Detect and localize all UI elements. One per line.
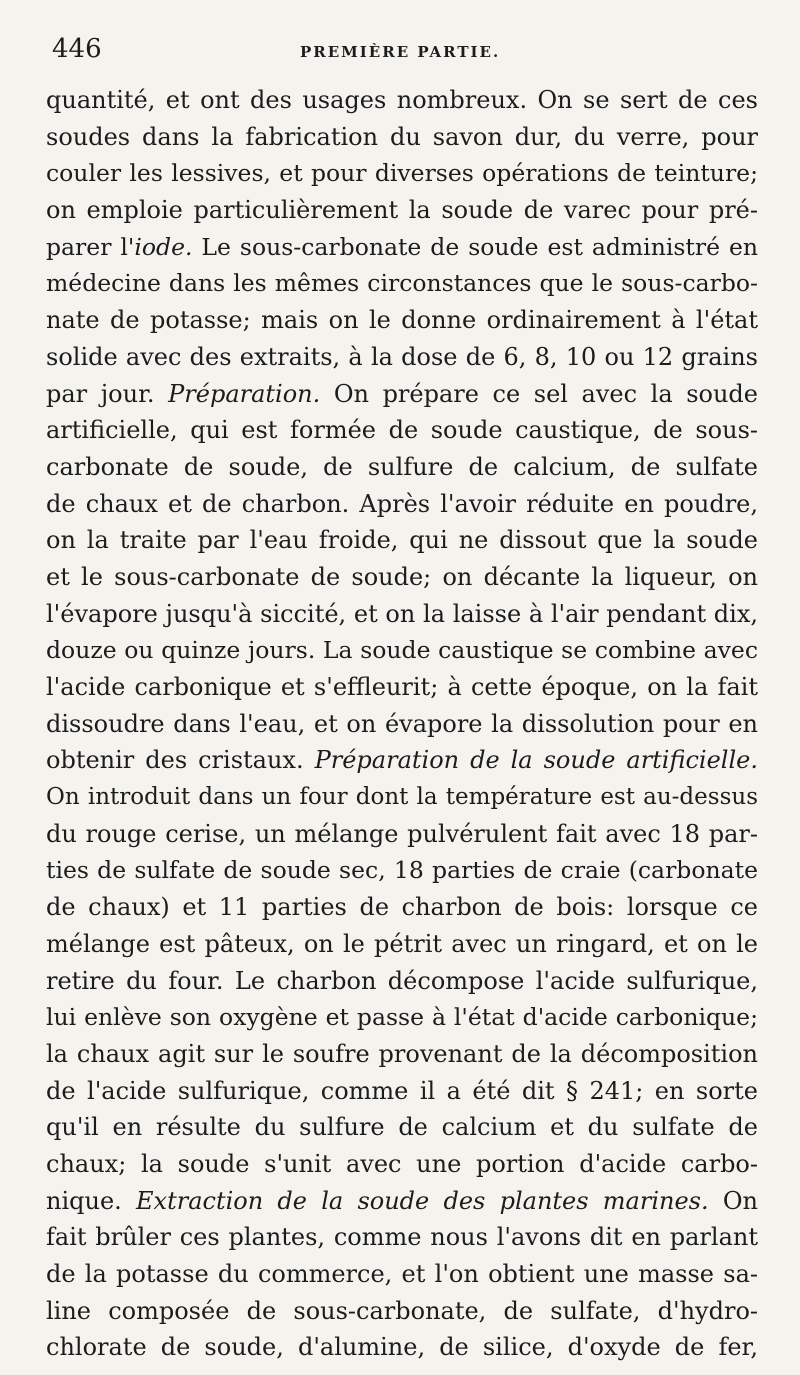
text-line	[46, 302, 758, 339]
text-segment: chlorate de soude, d'alumine, de silice, d'oxyde de fer,	[46, 1333, 758, 1362]
text-segment: solide avec des extraits, à la dose de 6, 8, 10 ou 12 grains	[46, 342, 758, 371]
page-number: 446	[52, 34, 102, 64]
text-segment: l'acide carbonique et s'effleurit; à cette époque, on la fait	[46, 673, 758, 701]
text-segment: parer l'	[46, 232, 135, 261]
text-line	[46, 963, 758, 1000]
text-line	[46, 742, 758, 779]
text-line	[46, 1109, 758, 1146]
text-line	[46, 559, 758, 596]
text-segment: on emploie particulièrement la soude de varec pour pré-	[46, 196, 758, 225]
text-line	[46, 229, 758, 266]
text-segment: l'évapore jusqu'à siccité, et on la laisse à l'air pendant dix,	[46, 599, 758, 628]
text-segment: line composée de sous-carbonate, de sulfate, d'hydro-	[46, 1296, 758, 1325]
text-segment: de chaux et de charbon. Après l'avoir réduite en poudre,	[46, 489, 758, 518]
text-line	[46, 926, 758, 963]
text-line	[46, 1073, 758, 1110]
text-segment: par jour.	[46, 379, 169, 408]
text-segment: nique.	[46, 1186, 137, 1215]
text-segment: et le sous-carbonate de soude; on décante la liqueur, on	[46, 562, 758, 591]
text-segment: On	[708, 1186, 758, 1215]
text-segment: Le sous-carbonate de soude est administré en	[192, 232, 758, 261]
text-line	[46, 632, 758, 669]
text-line	[46, 412, 758, 449]
italic-text: Préparation.	[168, 379, 321, 408]
text-segment: On introduit dans un four dont la température est au-dessus	[46, 784, 758, 811]
text-line	[46, 889, 758, 926]
text-segment: quantité, et ont des usages nombreux. On se sert de ces	[46, 86, 758, 114]
text-segment: qu'il en résulte du sulfure de calcium et du sulfate de	[46, 1113, 758, 1142]
text-segment: chaux; la soude s'unit avec une portion d'acide carbo-	[46, 1149, 758, 1178]
text-segment: de la potasse du commerce, et l'on obtient une masse sa-	[46, 1260, 758, 1288]
text-line	[46, 155, 758, 192]
text-segment: carbonate de soude, de sulfure de calcium, de sulfate	[46, 452, 758, 481]
text-segment: de l'acide sulfurique, comme il a été dit § 241; en sorte	[46, 1076, 758, 1105]
text-line	[46, 669, 758, 706]
text-line	[46, 265, 758, 302]
text-line	[46, 1146, 758, 1183]
text-segment: mélange est pâteux, on le pétrit avec un ringard, et on le	[46, 929, 758, 958]
text-line	[46, 82, 758, 119]
text-line	[46, 1219, 758, 1256]
text-segment: dissoudre dans l'eau, et on évapore la dissolution pour en	[46, 709, 758, 738]
text-line	[46, 706, 758, 743]
text-line	[46, 376, 758, 413]
text-line	[46, 816, 758, 853]
text-segment: on la traite par l'eau froide, qui ne dissout que la soude	[46, 526, 758, 555]
italic-text: Préparation de la soude artificielle.	[314, 746, 758, 775]
text-segment: ties de sulfate de soude sec, 18 parties de craie (carbonate	[46, 856, 758, 885]
text-segment: artificielle, qui est formée de soude caustique, de sous-	[46, 416, 758, 445]
text-segment: de chaux) et 11 parties de charbon de bois: lorsque ce	[46, 893, 758, 922]
text-line	[46, 119, 758, 156]
text-segment: On prépare ce sel avec la soude	[320, 379, 758, 408]
text-line	[46, 192, 758, 229]
text-line	[46, 339, 758, 376]
text-line	[46, 999, 758, 1036]
italic-text: Extraction de la soude des plantes marines.	[136, 1186, 709, 1215]
italic-text: iode.	[134, 232, 193, 261]
text-segment: fait brûler ces plantes, comme nous l'avons dit en parlant	[46, 1223, 758, 1252]
text-line	[46, 486, 758, 523]
text-segment: la chaux agit sur le soufre provenant de la décomposition	[46, 1039, 758, 1068]
text-line	[46, 522, 758, 559]
text-line	[46, 1329, 758, 1366]
text-segment: médecine dans les mêmes circonstances que le sous-carbo-	[46, 269, 758, 298]
text-segment: couler les lessives, et pour diverses opérations de teinture;	[46, 159, 758, 188]
body-text	[46, 82, 758, 1366]
text-segment: nate de potasse; mais on le donne ordinairement à l'état	[46, 306, 758, 335]
running-head: PREMIÈRE PARTIE.	[300, 43, 501, 61]
text-line	[46, 449, 758, 486]
text-segment: douze ou quinze jours. La soude caustique se combine avec	[46, 636, 758, 665]
text-line	[46, 596, 758, 633]
page-header	[52, 34, 762, 70]
text-line	[46, 779, 758, 816]
text-segment: du rouge cerise, un mélange pulvérulent fait avec 18 par-	[46, 819, 758, 848]
text-line	[46, 1036, 758, 1073]
text-segment: lui enlève son oxygène et passe à l'état d'acide carbonique;	[46, 1003, 758, 1032]
text-line	[46, 1183, 758, 1220]
text-segment: obtenir des cristaux.	[46, 746, 315, 775]
text-segment: retire du four. Le charbon décompose l'acide sulfurique,	[46, 966, 758, 995]
text-line	[46, 1256, 758, 1293]
text-line	[46, 852, 758, 889]
text-line	[46, 1293, 758, 1330]
text-segment: soudes dans la fabrication du savon dur, du verre, pour	[46, 122, 758, 151]
